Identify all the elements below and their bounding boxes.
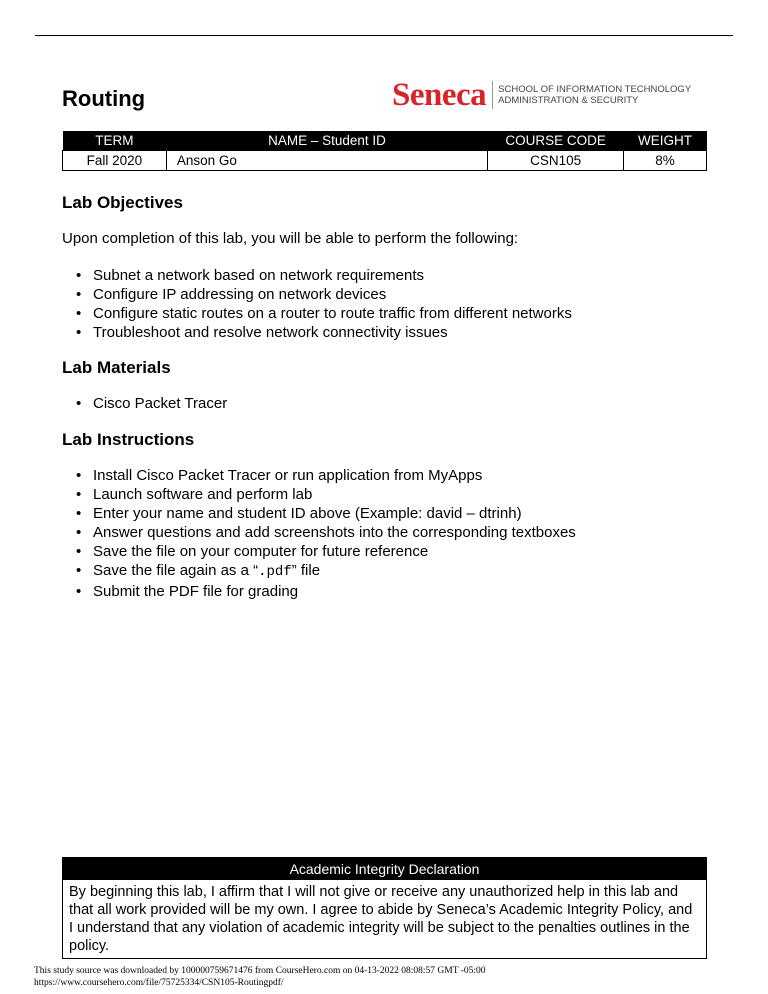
materials-heading: Lab Materials <box>62 358 171 377</box>
instructions-heading: Lab Instructions <box>62 430 195 449</box>
save-pdf-suffix: ” file <box>291 562 321 579</box>
page-title: Routing <box>62 86 146 111</box>
cell-name: Anson Go <box>166 151 487 171</box>
materials-list <box>62 394 227 413</box>
logo-subtitle-line2: ADMINISTRATION & SECURITY <box>498 95 639 106</box>
list-item: • Install Cisco Packet Tracer or run application from MyApps <box>62 466 576 485</box>
list-item: • Configure static routes on a router to route traffic from different networks <box>62 304 572 323</box>
logo-subtitle-line1: SCHOOL OF INFORMATION TECHNOLOGY <box>498 84 692 95</box>
header-term: TERM <box>63 131 167 151</box>
source-url[interactable]: https://www.coursehero.com/file/75725334/CSN105-Routingpdf/ <box>34 978 284 988</box>
cell-weight: 8% <box>624 151 707 171</box>
list-item: • Cisco Packet Tracer <box>62 394 227 413</box>
list-item: • Launch software and perform lab <box>62 485 576 504</box>
table-row <box>63 151 707 171</box>
header-course-code: COURSE CODE <box>488 131 624 151</box>
list-item: • Answer questions and add screenshots into the corresponding textboxes <box>62 523 576 542</box>
objectives-list <box>62 266 572 342</box>
pdf-extension: .pdf <box>258 564 292 580</box>
declaration-heading: Academic Integrity Declaration <box>63 858 706 880</box>
download-source-note: This study source was downloaded by 100000759671476 from CourseHero.com on 04-13-2022 08:08:57 GMT -05:00 <box>34 966 486 976</box>
list-item: • Troubleshoot and resolve network connectivity issues <box>62 323 572 342</box>
list-item: • Enter your name and student ID above (Example: david – dtrinh) <box>62 504 576 523</box>
header-name-student-id: NAME – Student ID <box>166 131 487 151</box>
cell-course-code: CSN105 <box>488 151 624 171</box>
objectives-intro: Upon completion of this lab, you will be able to perform the following: <box>62 230 519 247</box>
header-weight: WEIGHT <box>624 131 707 151</box>
logo-subtitle <box>498 84 691 106</box>
seneca-logo <box>392 77 692 113</box>
declaration-text: By beginning this lab, I affirm that I will not give or receive any unauthorized help in this lab and that all work provided will be my own. I agree to abide by Seneca’s Academic Integrity Policy, and I understand that any violation of academic integrity will be subject to the penalties outlines in the policy. <box>69 884 693 954</box>
list-item: • Subnet a network based on network requirements <box>62 266 572 285</box>
logo-wordmark: Seneca <box>392 77 487 113</box>
list-item: • Submit the PDF file for grading <box>62 582 576 601</box>
top-rule <box>35 35 733 36</box>
objectives-heading: Lab Objectives <box>62 193 183 212</box>
table-header-row <box>63 131 707 151</box>
academic-integrity-declaration <box>62 857 707 959</box>
list-item: • Configure IP addressing on network devices <box>62 285 572 304</box>
logo-divider <box>492 81 493 109</box>
lab-info-table <box>62 131 707 171</box>
save-pdf-prefix: Save the file again as a “ <box>93 562 259 579</box>
list-item <box>62 561 576 582</box>
instructions-list <box>62 466 576 601</box>
list-item: • Save the file on your computer for future reference <box>62 542 576 561</box>
cell-term: Fall 2020 <box>63 151 167 171</box>
